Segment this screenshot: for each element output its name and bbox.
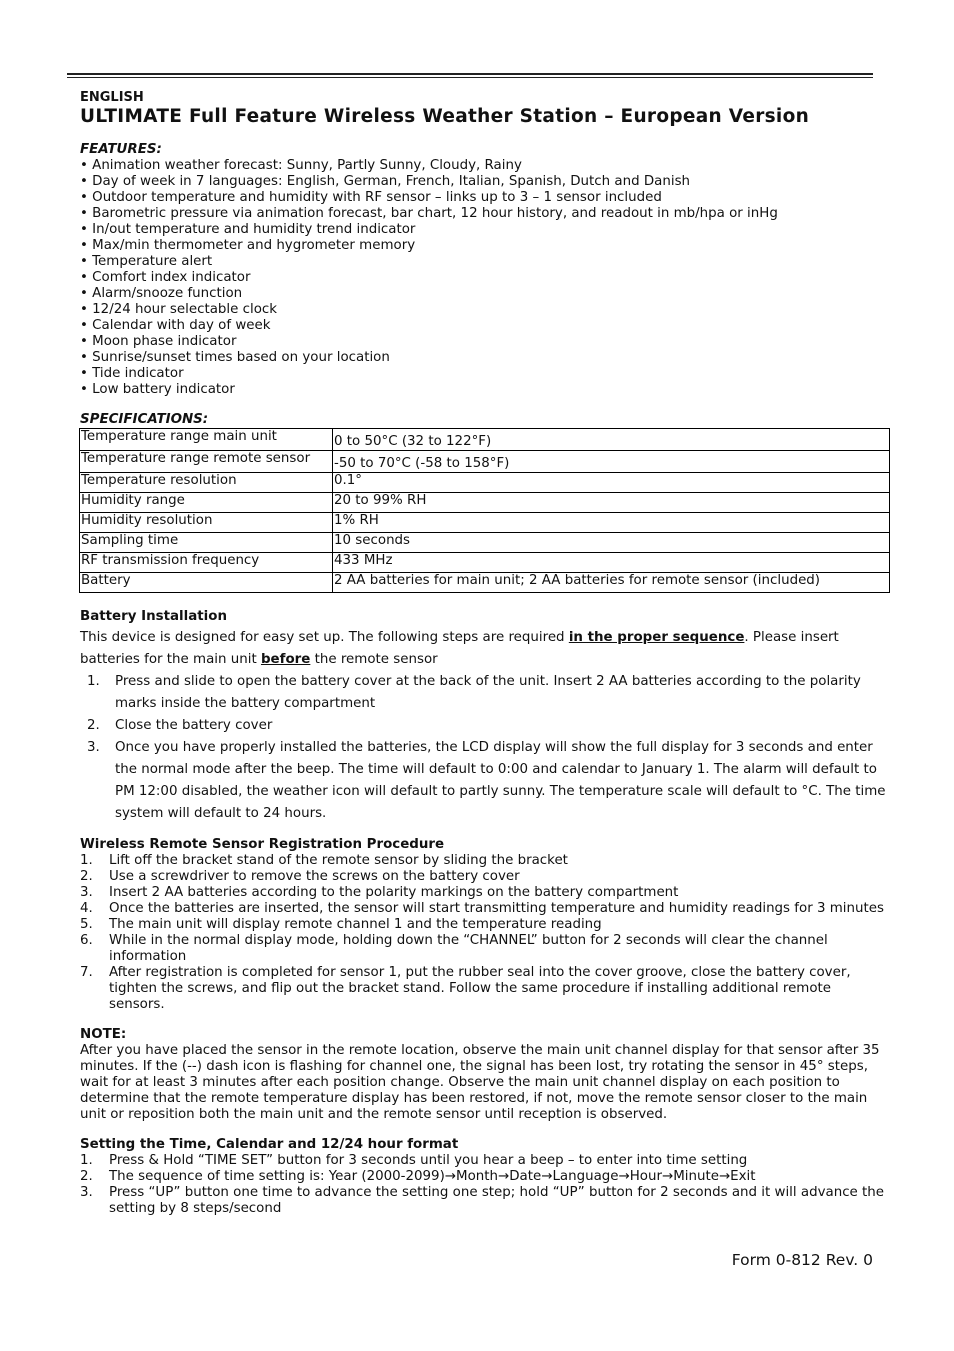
top-rule-thin	[67, 77, 873, 78]
battery-intro	[80, 627, 890, 671]
list-item: 2. Use a screwdriver to remove the screws on the battery cover	[80, 869, 520, 884]
list-item: 2. The sequence of time setting is: Year (2000-2099)→Month→Date→Language→Hour→Minute→Exit	[80, 1169, 756, 1184]
step-text: Close the battery cover	[115, 718, 273, 733]
spec-label: Humidity resolution	[80, 513, 333, 533]
language-label: ENGLISH	[80, 90, 144, 105]
feature-item: • Barometric pressure via animation forecast, bar chart, 12 hour history, and readout in mb/hpa or inHg	[80, 206, 890, 222]
spec-value: 2 AA batteries for main unit; 2 AA batteries for remote sensor (included)	[333, 573, 890, 593]
battery-intro-emphasis: before	[260, 652, 311, 667]
feature-item: • Comfort index indicator	[80, 270, 890, 286]
table-row	[80, 573, 890, 593]
step-text: Once you have properly installed the batteries, the LCD display will show the full display for 3 seconds and enter the normal mode after the beep. The time will default to 0:00 and calendar to January 1. The alarm will default to PM 12:00 disabled, the weather icon will default to partly sunny. The temperature scale will default to °C. The time system will default to 24 hours.	[115, 740, 886, 821]
table-row	[80, 429, 890, 451]
battery-heading: Battery Installation	[80, 609, 227, 624]
table-row	[80, 493, 890, 513]
feature-item: • Calendar with day of week	[80, 318, 890, 334]
step-text: After registration is completed for sensor 1, put the rubber seal into the cover groove, close the battery cover, tighten the screws, and flip out the bracket stand. Follow the same procedure if installing additional remote sensors.	[109, 965, 851, 1012]
list-item: 3. Insert 2 AA batteries according to the polarity markings on the battery compartment	[80, 885, 679, 900]
step-text: The sequence of time setting is: Year (2000-2099)→Month→Date→Language→Hour→Minute→Exit	[109, 1169, 756, 1184]
list-item: 1. Press & Hold “TIME SET” button for 3 seconds until you hear a beep – to enter into time setting	[80, 1153, 748, 1168]
list-item: 3. Once you have properly installed the batteries, the LCD display will show the full display for 3 seconds and enter the normal mode after the beep. The time will default to 0:00 and calendar to January 1. The alarm will default to PM 12:00 disabled, the weather icon will default to partly sunny. The temperature scale will default to °C. The time system will default to 24 hours.	[87, 740, 886, 821]
feature-item: • Day of week in 7 languages: English, German, French, Italian, Spanish, Dutch and Danish	[80, 174, 890, 190]
list-item: 2. Close the battery cover	[87, 718, 273, 733]
spec-value: 10 seconds	[333, 533, 890, 553]
feature-item: • Moon phase indicator	[80, 334, 890, 350]
form-number: Form 0-812 Rev. 0	[731, 1251, 873, 1269]
battery-intro-text: the remote sensor	[310, 652, 438, 667]
feature-item: • In/out temperature and humidity trend indicator	[80, 222, 890, 238]
registration-steps	[80, 853, 890, 1013]
spec-value: -50 to 70°C (-58 to 158°F)	[333, 451, 890, 473]
step-text: Use a screwdriver to remove the screws on the battery cover	[109, 869, 520, 884]
table-row	[80, 513, 890, 533]
top-rule	[67, 73, 873, 75]
step-text: Press “UP” button one time to advance the setting one step; hold “UP” button for 2 seconds and it will advance the setting by 8 steps/second	[109, 1185, 885, 1216]
specifications-heading: SPECIFICATIONS:	[80, 412, 209, 427]
table-row	[80, 451, 890, 473]
battery-intro-text: This device is designed for easy set up. The following steps are required	[80, 630, 569, 645]
spec-value: 20 to 99% RH	[333, 493, 890, 513]
spec-label: Battery	[80, 573, 333, 593]
spec-label: Temperature resolution	[80, 473, 333, 493]
step-text: Press & Hold “TIME SET” button for 3 seconds until you hear a beep – to enter into time setting	[109, 1153, 748, 1168]
features-list	[80, 158, 890, 398]
document-page	[80, 90, 890, 1231]
spec-value: 0 to 50°C (32 to 122°F)	[333, 429, 890, 451]
spec-value: 0.1°	[333, 473, 890, 493]
list-item: 6. While in the normal display mode, holding down the “CHANNEL” button for 2 seconds will clear the channel information	[80, 933, 828, 964]
feature-item: • Low battery indicator	[80, 382, 890, 398]
table-row	[80, 553, 890, 573]
list-item: 3. Press “UP” button one time to advance the setting one step; hold “UP” button for 2 seconds and it will advance the setting by 8 steps/second	[80, 1185, 885, 1216]
step-text: While in the normal display mode, holding down the “CHANNEL” button for 2 seconds will clear the channel information	[109, 933, 828, 964]
table-row	[80, 473, 890, 493]
note-heading: NOTE:	[80, 1027, 127, 1042]
spec-value: 1% RH	[333, 513, 890, 533]
spec-label: Temperature range main unit	[80, 429, 333, 451]
feature-item: • Outdoor temperature and humidity with RF sensor – links up to 3 – 1 sensor included	[80, 190, 890, 206]
spec-label: RF transmission frequency	[80, 553, 333, 573]
step-text: Insert 2 AA batteries according to the polarity markings on the battery compartment	[109, 885, 679, 900]
feature-item: • 12/24 hour selectable clock	[80, 302, 890, 318]
battery-steps	[80, 671, 890, 825]
note-section	[80, 1027, 890, 1123]
feature-item: • Temperature alert	[80, 254, 890, 270]
list-item: 1. Press and slide to open the battery cover at the back of the unit. Insert 2 AA batteries according to the polarity marks inside the battery compartment	[87, 674, 861, 711]
spec-label: Humidity range	[80, 493, 333, 513]
spec-value: 433 MHz	[333, 553, 890, 573]
step-text: Once the batteries are inserted, the sensor will start transmitting temperature and humidity readings for 3 minutes	[109, 901, 884, 916]
features-heading: FEATURES:	[80, 142, 162, 157]
list-item: 1. Lift off the bracket stand of the remote sensor by sliding the bracket	[80, 853, 568, 868]
spec-label: Sampling time	[80, 533, 333, 553]
step-text: Lift off the bracket stand of the remote sensor by sliding the bracket	[109, 853, 568, 868]
time-setting-heading: Setting the Time, Calendar and 12/24 hour format	[80, 1137, 459, 1152]
feature-item: • Max/min thermometer and hygrometer memory	[80, 238, 890, 254]
list-item: 7. After registration is completed for sensor 1, put the rubber seal into the cover groove, close the battery cover, tighten the screws, and flip out the bracket stand. Follow the same procedure if installing additional remote sensors.	[80, 965, 851, 1012]
list-item: 4. Once the batteries are inserted, the sensor will start transmitting temperature and humidity readings for 3 minutes	[80, 901, 884, 916]
note-text: After you have placed the sensor in the remote location, observe the main unit channel display for that sensor after 35 minutes. If the (--) dash icon is flashing for channel one, the signal has been lost, try rotating the sensor in 45° steps, wait for at least 3 minutes after each position change. Observe the main unit channel display on each position to determine that the remote temperature display has been restored, if not, move the remote sensor closer to the main unit or reposition both the main unit and the remote sensor until reception is observed.	[80, 1043, 880, 1122]
spec-label: Temperature range remote sensor	[80, 451, 333, 473]
time-setting-steps	[80, 1153, 890, 1217]
feature-item: • Alarm/snooze function	[80, 286, 890, 302]
registration-heading: Wireless Remote Sensor Registration Procedure	[80, 837, 445, 852]
table-row	[80, 533, 890, 553]
feature-item: • Tide indicator	[80, 366, 890, 382]
specifications-table	[79, 428, 890, 593]
feature-item: • Animation weather forecast: Sunny, Partly Sunny, Cloudy, Rainy	[80, 158, 890, 174]
list-item: 5. The main unit will display remote channel 1 and the temperature reading	[80, 917, 602, 932]
battery-intro-text: . Please insert batteries for the main unit	[80, 630, 839, 667]
step-text: Press and slide to open the battery cover at the back of the unit. Insert 2 AA batteries according to the polarity marks inside the battery compartment	[115, 674, 861, 711]
battery-intro-emphasis: in the proper sequence	[568, 630, 745, 645]
step-text: The main unit will display remote channel 1 and the temperature reading	[109, 917, 602, 932]
document-title: ULTIMATE Full Feature Wireless Weather Station – European Version	[80, 106, 810, 127]
feature-item: • Sunrise/sunset times based on your location	[80, 350, 890, 366]
battery-section	[80, 607, 890, 825]
